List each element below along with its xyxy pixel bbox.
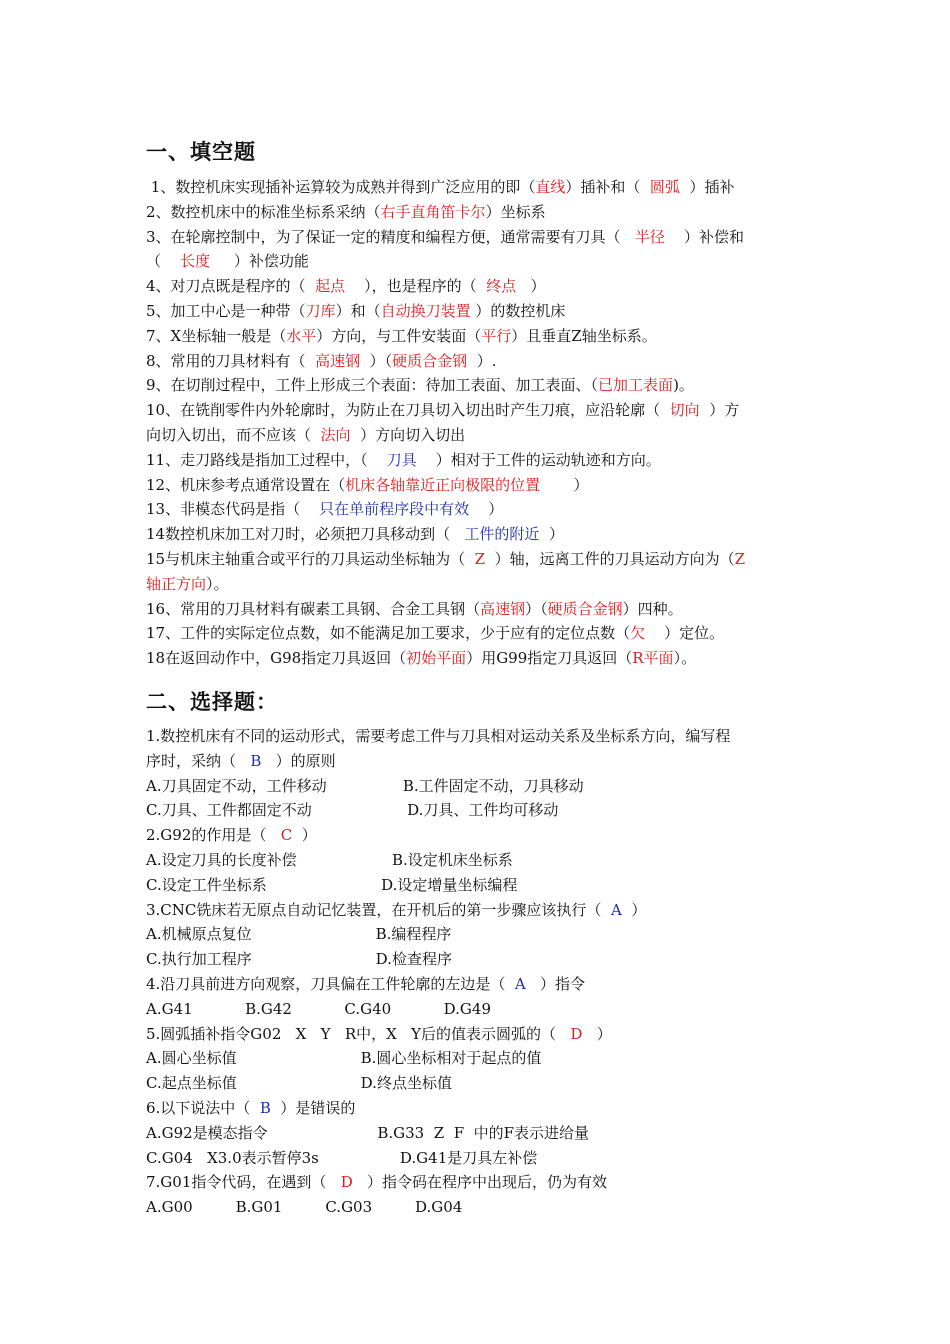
question-text: 7.G01指令代码，在遇到（ (146, 1173, 341, 1192)
question-text: 11、走刀路线是指加工过程中，（ (146, 450, 387, 469)
answer-text: 平行 (481, 326, 512, 345)
choice-line (146, 875, 517, 895)
question-text: ）指令码在程序中出现后，仍为有效 (352, 1173, 608, 1192)
question-text: 15与机床主轴重合或平行的刀具运动坐标轴为（ (146, 550, 475, 568)
answer-text: 终点 (486, 277, 517, 296)
question-text: ） (621, 900, 647, 919)
question-text: ） (292, 826, 317, 845)
answer-text: 高速钢 (480, 599, 526, 618)
question-text: ）插补 (679, 178, 735, 196)
question-text: A.刀具固定不动，工件移动 B.工件固定不动，刀具移动 (146, 776, 584, 795)
fill-in-line (146, 400, 739, 420)
answer-text: 刀库 (305, 302, 336, 320)
choice-line (146, 1123, 589, 1143)
answer-text: 初始平面 (406, 649, 467, 668)
answer-text: 工件的附近 (464, 525, 540, 544)
answer-text: 欠 (630, 624, 646, 643)
fill-in-line (146, 499, 503, 519)
answer-text: 硬质合金钢 (547, 599, 623, 618)
answer-text: 右手直角笛卡尔 (380, 202, 486, 221)
fill-in-line (146, 450, 661, 470)
answer-text: 自动换刀装置 (380, 302, 471, 320)
answer-text: B (259, 1099, 271, 1117)
answer-text: B (250, 751, 262, 770)
question-text: ）和（ (335, 302, 381, 320)
question-text: A.G00 B.G01 C.G03 D.G04 (146, 1198, 463, 1217)
question-text: ） (516, 277, 546, 296)
question-text: ）的数控机床 (470, 302, 566, 320)
question-text: 1、数控机床实现插补运算较为成熟并得到广泛应用的即（ (146, 178, 536, 196)
answer-text: A (514, 975, 526, 993)
question-text: 1.数控机床有不同的运动形式，需要考虑工件与刀具相对运动关系及坐标系方向，编写程 (146, 727, 731, 745)
choice-line (146, 850, 513, 870)
question-text: ）是错误的 (270, 1099, 356, 1117)
question-text: 5、加工中心是一种带（ (146, 302, 306, 320)
answer-text: 长度 (180, 252, 211, 271)
fill-in-line (146, 326, 657, 346)
question-text: ） (539, 525, 564, 544)
fill-in-line (146, 425, 465, 445)
question-text: C.执行加工程序 D.检查程序 (146, 950, 452, 969)
answer-text: 机床各轴靠近正向极限的位置 (345, 475, 541, 494)
choice-line (146, 1197, 462, 1217)
answer-text: R平面 (632, 649, 674, 668)
question-text: C.G04 X3.0表示暂停3s D.G41是刀具左补偿 (146, 1148, 538, 1167)
question-text: ）相对于工件的运动轨迹和方向。 (416, 450, 661, 469)
fill-in-line (146, 375, 694, 395)
question-text: C.刀具、工件都固定不动 D.刀具、工件均可移动 (146, 801, 559, 820)
question-text: ）补偿和 (664, 227, 744, 246)
question-text: ）指令 (525, 975, 586, 993)
choice-line (146, 726, 730, 746)
answer-text: 只在单前程序段中有效 (319, 500, 470, 519)
choice-line (146, 1148, 537, 1168)
choice-line (146, 974, 585, 994)
answer-text: 硬质合金钢 (392, 351, 468, 370)
fill-in-line (146, 549, 745, 569)
answer-text: 圆弧 (649, 178, 680, 196)
question-text: C.设定工件坐标系 D.设定增量坐标编程 (146, 875, 518, 894)
question-text: C.起点坐标值 D.终点坐标值 (146, 1074, 452, 1093)
question-text: ）方 (699, 401, 740, 420)
question-text: ）. (467, 351, 497, 370)
question-text: ）坐标系 (485, 202, 546, 221)
answer-text: 起点 (315, 277, 346, 296)
choice-line (146, 1172, 607, 1192)
question-text: ）。 (673, 649, 697, 668)
fill-in-line (146, 475, 589, 495)
answer-text: 已加工表面 (598, 376, 674, 395)
choice-line (146, 1098, 355, 1118)
question-text: A.设定刀具的长度补偿 B.设定机床坐标系 (146, 851, 513, 869)
fill-in-line (146, 648, 696, 668)
question-text: 9、在切削过程中，工件上形成三个表面：待加工表面、加工表面、（ (146, 376, 599, 395)
question-text: ）轴，远离工件的刀具运动方向为（ (485, 550, 735, 568)
answer-text: 切向 (669, 401, 700, 420)
answer-text: 刀具 (386, 450, 417, 469)
fill-in-line (146, 623, 724, 643)
question-text: ）方向切入切出 (350, 426, 466, 444)
question-text: ）四种。 (622, 599, 683, 618)
question-text: ），也是程序的（ (345, 277, 487, 296)
question-text: 12、机床参考点通常设置在（ (146, 475, 346, 494)
choice-line (146, 751, 336, 771)
answer-text: 轴正方向 (146, 574, 207, 593)
question-text: 向切入切出，而不应该（ (146, 426, 321, 444)
question-text: 8、常用的刀具材料有（ (146, 351, 316, 370)
fill-in-line (146, 524, 564, 544)
question-text: （ (146, 252, 181, 271)
question-text: ）的原则 (261, 751, 336, 770)
question-text: ）用G99指定刀具返回（ (466, 649, 633, 668)
question-text: 7、X坐标轴一般是（ (146, 326, 287, 345)
answer-text: D (570, 1024, 583, 1043)
question-text: 4、对刀点既是程序的（ (146, 277, 316, 296)
fill-in-line (146, 351, 496, 371)
question-text: 13、非模态代码是指（ (146, 500, 320, 519)
fill-in-line (146, 251, 309, 271)
fill-in-line (146, 227, 744, 247)
question-text: ）方向，与工件安装面（ (316, 326, 482, 345)
question-text: )。 (673, 376, 694, 395)
question-text: ）补偿功能 (210, 252, 309, 271)
fill-in-line (146, 177, 734, 197)
question-text: ）定位。 (645, 624, 725, 643)
fill-in-line (146, 599, 683, 619)
fill-in-line (146, 301, 565, 321)
choice-line (146, 949, 452, 969)
answer-text: 高速钢 (315, 351, 361, 370)
question-text: 2、数控机床中的标准坐标系采纳（ (146, 202, 381, 221)
choice-line (146, 825, 317, 845)
choice-line (146, 776, 584, 796)
question-text: A.圆心坐标值 B.圆心坐标相对于起点的值 (146, 1049, 542, 1068)
question-text: 5.圆弧插补指令G02 X Y R中，X Y后的值表示圆弧的（ (146, 1024, 571, 1043)
fill-in-line (146, 276, 546, 296)
question-text: ）且垂直Z轴坐标系。 (511, 326, 657, 345)
question-text: 3、在轮廓控制中，为了保证一定的精度和编程方便，通常需要有刀具（ (146, 227, 635, 246)
question-text: 序时，采纳（ (146, 751, 251, 770)
choice-line (146, 924, 451, 944)
question-text: 17、工件的实际定位点数，如不能满足加工要求，少于应有的定位点数（ (146, 624, 631, 643)
question-text: 14数控机床加工对刀时，必须把刀具移动到（ (146, 525, 465, 544)
answer-text: 法向 (320, 426, 351, 444)
answer-text: 半径 (634, 227, 665, 246)
answer-text: 直线 (535, 178, 566, 196)
choice-line (146, 800, 558, 820)
fill-in-line (146, 202, 546, 222)
question-text: ） (540, 475, 589, 494)
answer-text: A (610, 900, 622, 919)
choice-line (146, 1024, 612, 1044)
choice-line (146, 1048, 541, 1068)
question-text: ）。 (206, 574, 229, 593)
section-heading-choice: 二、选择题： (146, 690, 278, 714)
answer-text: 水平 (286, 326, 317, 345)
question-text: ） (469, 500, 504, 519)
question-text: ）（ (360, 351, 393, 370)
question-text: 2.G92的作用是（ (146, 826, 281, 845)
question-text: A.机械原点复位 B.编程程序 (146, 925, 452, 944)
answer-text: Z (474, 550, 486, 568)
question-text: 4.沿刀具前进方向观察，刀具偏在工件轮廓的左边是（ (146, 975, 515, 993)
question-text: ） (582, 1024, 612, 1043)
answer-text: Z (734, 550, 746, 568)
section-heading-fill-in: 一、填空题 (146, 140, 256, 164)
question-text: A.G92是模态指令 B.G33 Z F 中的F表示进给量 (146, 1123, 590, 1142)
question-text: A.G41 B.G42 C.G40 D.G49 (146, 999, 491, 1018)
answer-text: C (280, 826, 293, 845)
question-text: 3.CNC铣床若无原点自动记忆装置，在开机后的第一步骤应该执行（ (146, 900, 611, 919)
question-text: ）插补和（ (565, 178, 650, 196)
choice-line (146, 900, 646, 920)
question-text: 6.以下说法中（ (146, 1099, 260, 1117)
choice-line (146, 999, 491, 1019)
question-text: ）（ (525, 599, 548, 618)
question-text: 18在返回动作中，G98指定刀具返回（ (146, 649, 407, 668)
fill-in-line (146, 574, 229, 594)
choice-line (146, 1073, 452, 1093)
question-text: 16、常用的刀具材料有碳素工具钢、合金工具钢（ (146, 599, 481, 618)
question-text: 10、在铣削零件内外轮廓时，为防止在刀具切入切出时产生刀痕，应沿轮廓（ (146, 401, 670, 420)
answer-text: D (340, 1173, 353, 1192)
